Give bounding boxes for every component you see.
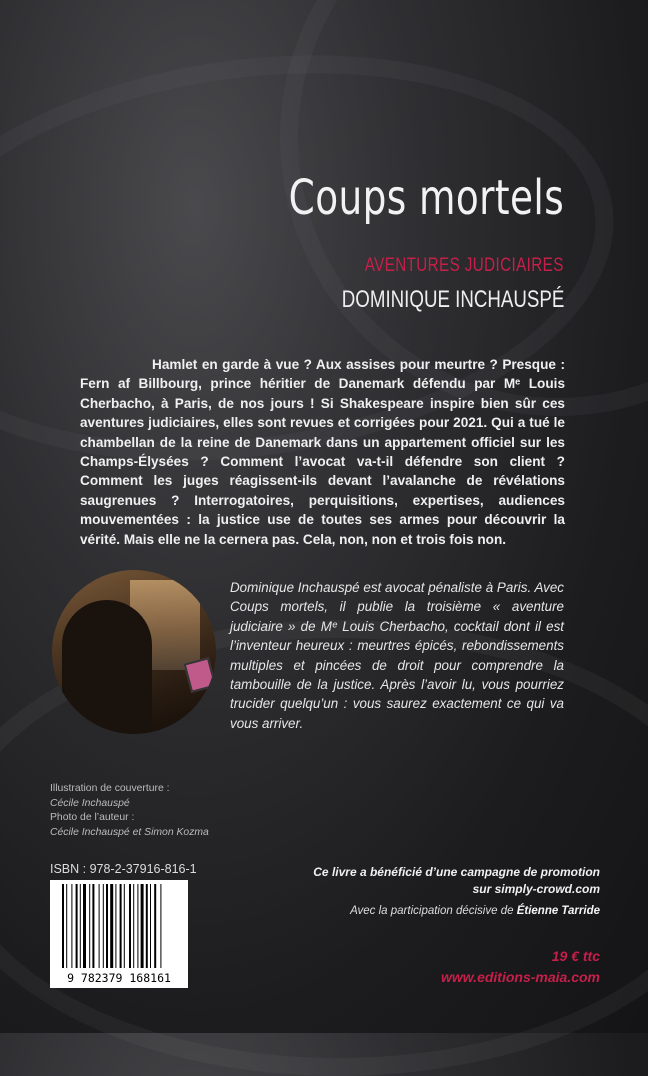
barcode-bar xyxy=(110,884,113,970)
publisher-website[interactable]: www.editions-maia.com xyxy=(441,969,600,985)
book-subtitle: AVENTURES JUDICIAIRES xyxy=(365,255,564,276)
barcode-bar xyxy=(76,884,78,970)
barcode-bar xyxy=(133,884,134,970)
photo-tablet xyxy=(184,657,216,693)
author-bio: Dominique Inchauspé est avocat pénaliste à Paris. Avec Coups mortels, il publie la troisième « aventure judiciaire » de Mᵉ Louis Cherbacho, cocktail dont il est l’inventeur heureux : meurtres épicés, rebondissements multiples et pincées de droit pour comprendre la tambouille de la justice. Après l’avoir lu, vous pourriez trucider quelqu’un : vous saurez exactement ce qui va vous arriver. xyxy=(230,580,564,731)
barcode-bar xyxy=(120,884,122,970)
barcode-bar xyxy=(80,884,81,970)
promo-line-2: sur simply-crowd.com xyxy=(472,882,600,896)
partner-credit xyxy=(350,905,600,917)
barcode-bar xyxy=(89,884,90,970)
barcode-bar xyxy=(103,884,104,970)
back-cover-blurb: Hamlet en garde à vue ? Aux assises pour meurtre ? Presque : Fern af Billbourg, prince héritier de Danemark défendu par Mᵉ Louis Cherbacho, à Paris, de nos jours ! Si Shakespeare inspire bien sûr ces aventures judiciaires, elles sont revues et corrigées pour 2021. Qui a tué le chambellan de la reine de Danemark dans un appartement officiel sur les Champs-Élysées ? Comment l’avocat va-t-il défendre son client ? Comment les juges réagissent-ils devant l’avalanche de révélations saugrenues ? Interrogatoires, perquisitions, expertises, audiences mouvementées : la justice use de toutes ses armes pour découvrir la vérité. Mais elle ne la cernera pas. Cela, non, non et trois fois non. xyxy=(80,357,565,547)
isbn: ISBN : 978-2-37916-816-1 xyxy=(50,862,197,876)
barcode-bar xyxy=(115,884,116,970)
barcode-graphic xyxy=(50,880,188,988)
barcode-bar xyxy=(150,884,151,970)
barcode-bar xyxy=(146,884,148,970)
author-photo xyxy=(52,570,216,734)
book-author: DOMINIQUE INCHAUSPÉ xyxy=(341,286,564,313)
partner-prefix: Avec la participation décisive de xyxy=(350,905,514,917)
barcode-bar xyxy=(66,884,67,970)
barcode-bar xyxy=(160,884,161,970)
photo-name: Cécile Inchauspé et Simon Kozma xyxy=(50,826,209,838)
illustration-name: Cécile Inchauspé xyxy=(50,797,130,809)
promo-line-1: Ce livre a bénéficié d’une campagne de promotion xyxy=(313,865,600,879)
barcode-bar xyxy=(62,884,64,970)
book-title: Coups mortels xyxy=(288,170,564,226)
barcode-bar xyxy=(83,884,86,970)
barcode-bar xyxy=(92,884,94,970)
barcode-digits: 9 782379 168161 xyxy=(67,971,171,985)
barcode-bar xyxy=(137,884,138,970)
photo-person-silhouette xyxy=(62,600,152,734)
credits xyxy=(50,782,209,840)
barcode-bar xyxy=(141,884,144,970)
illustration-label: Illustration de couverture : xyxy=(50,783,170,794)
price: 19 € ttc xyxy=(551,948,600,964)
partner-name: Étienne Tarride xyxy=(516,905,600,917)
barcode-bar xyxy=(106,884,108,970)
barcode-bar xyxy=(71,884,72,970)
barcode xyxy=(50,880,188,988)
barcode-bar xyxy=(124,884,125,970)
barcode-bar xyxy=(154,884,156,970)
photo-label: Photo de l’auteur : xyxy=(50,812,135,824)
barcode-bar xyxy=(99,884,100,970)
barcode-bar xyxy=(129,884,131,970)
promo xyxy=(313,864,600,898)
